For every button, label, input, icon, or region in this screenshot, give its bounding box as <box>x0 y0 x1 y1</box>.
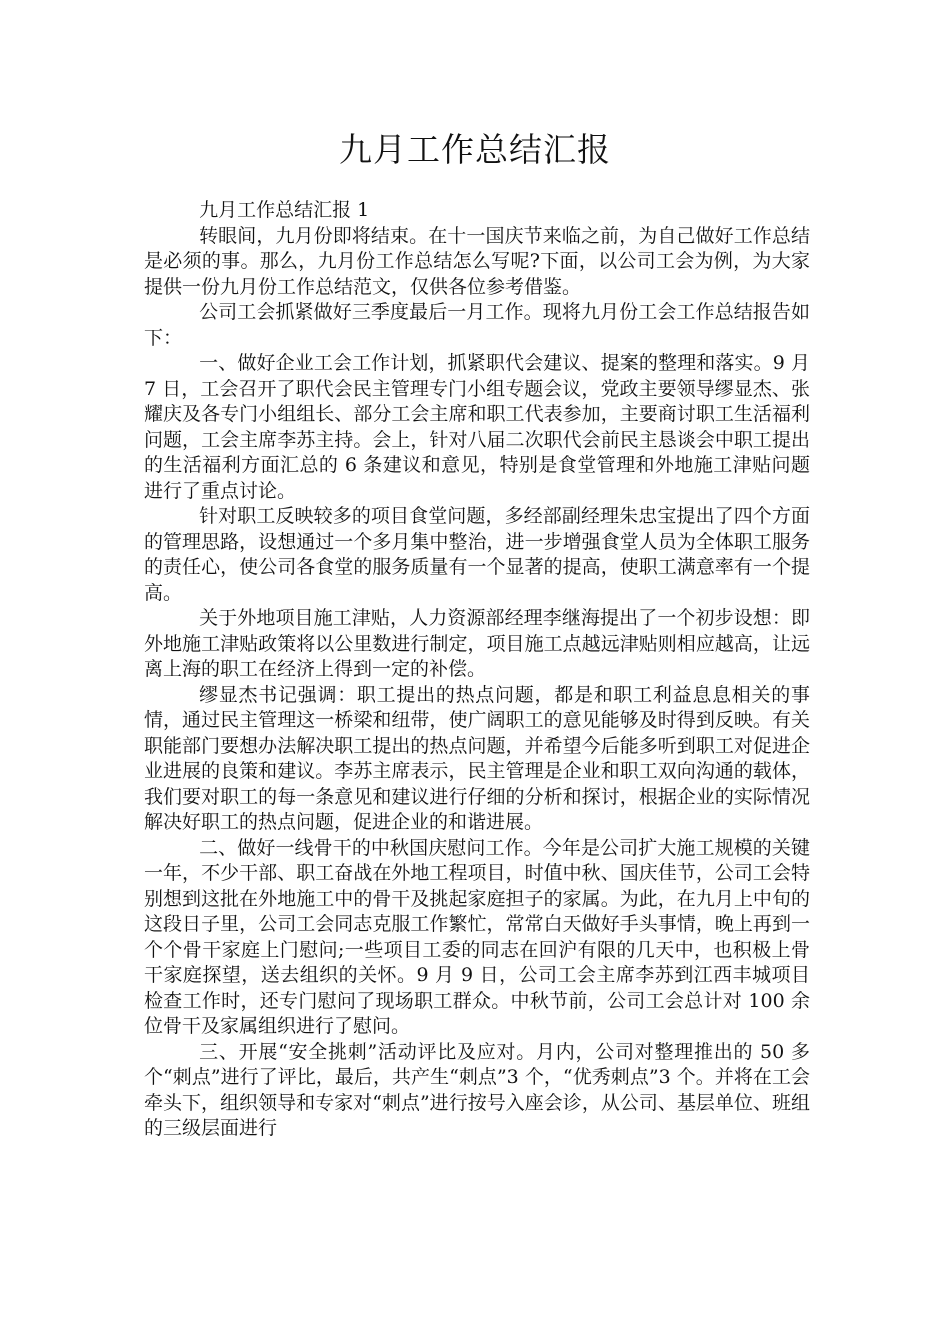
paragraph-allowance: 关于外地项目施工津贴，人力资源部经理李继海提出了一个初步设想：即外地施工津贴政策将以公里数进行制定，项目施工点越远津贴则相应越高，让远离上海的职工在经济上得到一定的补偿。 <box>144 607 810 680</box>
paragraph-canteen: 针对职工反映较多的项目食堂问题，多经部副经理朱忠宝提出了四个方面的管理思路，设想通过一个多月集中整治，进一步增强食堂人员为全体职工服务的责任心，使公司各食堂的服务质量有一个显著的提高，使职工满意率有一个提高。 <box>144 505 810 604</box>
document-body <box>144 198 810 1142</box>
paragraph-intro: 转眼间，九月份即将结束。在十一国庆节来临之前，为自己做好工作总结是必须的事。那么，九月份工作总结怎么写呢?下面，以公司工会为例，为大家提供一份九月份工作总结范文，仅供各位参考借鉴。 <box>144 224 810 298</box>
paragraph-secretary: 缪显杰书记强调：职工提出的热点问题，都是和职工利益息息相关的事情，通过民主管理这一桥梁和纽带，使广阔职工的意见能够及时得到反映。有关职能部门要想办法解决职工提出的热点问题，并希望今后能多听到职工对促进企业进展的良策和建议。李苏主席表示，民主管理是企业和职工双向沟通的载体，我们要对职工的每一条意见和建议进行仔细的分析和探讨，根据企业的实际情况解决好职工的热点问题，促进企业的和谐进展。 <box>144 683 810 833</box>
section-heading: 九月工作总结汇报 1 <box>199 199 370 221</box>
document-title: 九月工作总结汇报 <box>339 130 611 169</box>
paragraph-item-one: 一、做好企业工会工作计划，抓紧职代会建议、提案的整理和落实。9 月 7 日，工会召开了职代会民主管理专门小组专题会议，党政主要领导缪显杰、张耀庆及各专门小组组长、部分工会主席和职工代表参加，主要商讨职工生活福利问题，工会主席李苏主持。会上，针对八届二次职代会前民主恳谈会中职工提出的生活福利方面汇总的 6 条建议和意见，特别是食堂管理和外地施工津贴问题进行了重点讨论。 <box>144 352 810 502</box>
paragraph-item-two: 二、做好一线骨干的中秋国庆慰问工作。今年是公司扩大施工规模的关键一年，不少干部、职工奋战在外地工程项目，时值中秋、国庆佳节，公司工会特别想到这批在外地施工中的骨干及挑起家庭担子的家属。为此，在九月上中旬的这段日子里，公司工会同志克服工作繁忙，常常白天做好手头事情，晚上再到一个个骨干家庭上门慰问;一些项目工委的同志在回沪有限的几天中，也积极上骨干家庭探望，送去组织的关怀。9 月 9 日，公司工会主席李苏到江西丰城项目检查工作时，还专门慰问了现场职工群众。中秋节前，公司工会总计对 100 余位骨干及家属组织进行了慰问。 <box>144 836 810 1037</box>
paragraph-overview: 公司工会抓紧做好三季度最后一月工作。现将九月份工会工作总结报告如下： <box>144 301 810 349</box>
paragraph-item-three: 三、开展“安全挑刺”活动评比及应对。月内，公司对整理推出的 50 多个“刺点”进行了评比，最后，共产生“刺点”3 个，“优秀刺点”3 个。并将在工会牵头下，组织领导和专家对“刺点”进行按号入座会诊，从公司、基层单位、班组的三级层面进行 <box>144 1040 810 1139</box>
